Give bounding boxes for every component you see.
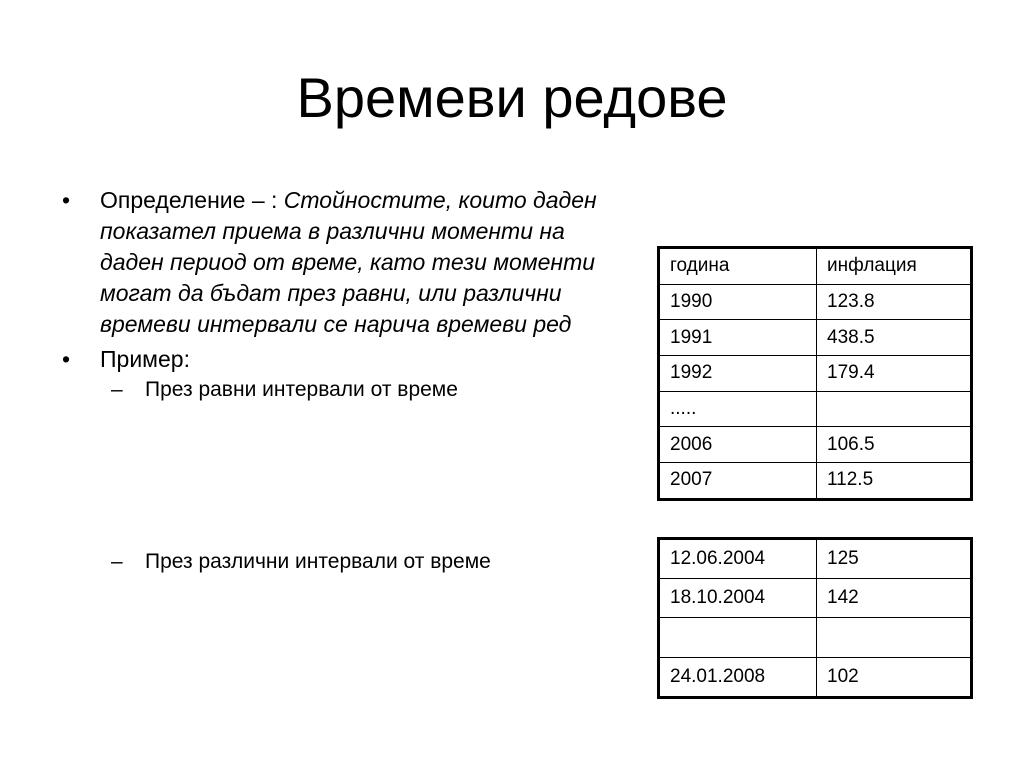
bullet-marker: • [62,346,71,372]
sub-item-text: През равни интервали от време [145,378,458,401]
header-cell-year: година [659,248,817,285]
table-cell: 18.10.2004 [659,579,817,618]
inflation-table [657,246,973,501]
table-row [659,391,972,427]
bullet-list [62,185,632,577]
table-cell: 125 [817,539,972,579]
table-row [659,284,972,320]
table-cell: 12.06.2004 [659,539,817,579]
sub-item-equal-intervals [99,375,632,405]
example-label: Пример: [100,346,190,372]
header-cell-inflation: инфлация [817,248,972,285]
table-cell [817,618,972,657]
table-cell [817,391,972,427]
table-row [659,463,972,500]
example-sub-list [100,375,632,577]
table-cell: 123.8 [817,284,972,320]
table-cell: 1990 [659,284,817,320]
table-cell: 1992 [659,356,817,392]
table-row [659,427,972,463]
table-header-row [659,248,972,285]
table-cell: 24.01.2008 [659,657,817,697]
sub-item-text: През различни интервали от време [145,550,491,573]
dash-marker: – [111,378,123,401]
table-cell: 102 [817,657,972,697]
table-cell: 2007 [659,463,817,500]
definition-lead: Определение – : [100,187,284,213]
slide-title: Времеви редове [296,66,728,129]
table-cell: 142 [817,579,972,618]
table-row [659,539,972,579]
irregular-interval-table [657,537,973,699]
definition-text: Стойностите, които даден показател приема в различни моменти на даден период от време, като тези моменти могат да бъдат през равни, или различни времеви интервали се нарича времеви ред [100,187,597,337]
table-cell: 2006 [659,427,817,463]
sub-item-different-intervals [99,547,632,577]
bullet-example [62,344,632,577]
table-cell: 1991 [659,320,817,356]
table-cell: 179.4 [817,356,972,392]
table-row [659,657,972,697]
table-row [659,618,972,657]
table-row [659,320,972,356]
table-row [659,356,972,392]
table-cell: 106.5 [817,427,972,463]
dash-marker: – [111,550,123,573]
table-cell: ..... [659,391,817,427]
bullet-definition [62,185,632,340]
table-cell: 438.5 [817,320,972,356]
bullet-marker: • [62,187,71,213]
table-cell [659,618,817,657]
table-row [659,579,972,618]
table-cell: 112.5 [817,463,972,500]
